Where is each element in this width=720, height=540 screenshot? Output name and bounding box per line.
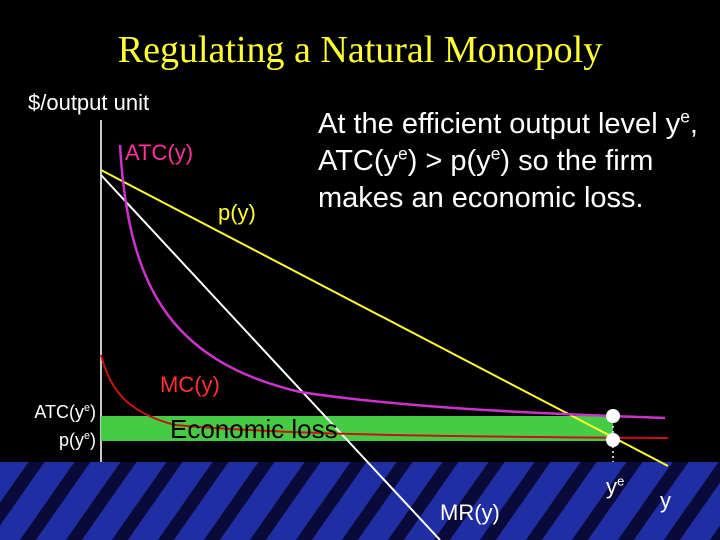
note-part-4: ) so the firm makes an economic loss.	[318, 145, 654, 214]
ye-label	[606, 474, 624, 500]
atc-ye-tick-sup: e	[83, 402, 90, 414]
atc-ye-tick-label	[34, 402, 96, 423]
mr-label: MR(y)	[440, 500, 500, 525]
note-sup-2: e	[398, 143, 408, 164]
note-part-2: , ATC(y	[318, 108, 698, 177]
price-ye-tick-sup: e	[83, 430, 90, 442]
note-sup-3: e	[490, 143, 501, 164]
explanation-note	[318, 106, 708, 217]
atc-ye-tick-prefix: ATC(y	[34, 402, 84, 422]
economic-loss-label: Economic loss	[170, 414, 338, 444]
note-part-1: At the efficient output level y	[318, 108, 681, 140]
mc-label: MC(y)	[160, 372, 220, 397]
price-ye-tick-label	[59, 430, 96, 451]
atc-point	[606, 409, 620, 423]
price-point	[606, 433, 620, 447]
price-ye-tick-prefix: p(y	[58, 430, 84, 450]
note-sup-1: e	[680, 106, 690, 127]
x-axis-label: y	[660, 488, 671, 513]
price-label: p(y)	[218, 200, 256, 225]
slide-title: Regulating a Natural Monopoly	[117, 29, 603, 71]
note-part-3: ) > p(y	[407, 145, 491, 177]
ye-label-base: y	[606, 474, 617, 499]
y-axis-label: $/output unit	[28, 90, 150, 115]
ye-label-sup: e	[617, 473, 625, 489]
atc-label: ATC(y)	[125, 140, 194, 165]
atc-ye-tick-close: )	[90, 402, 96, 422]
price-ye-tick-close: )	[90, 430, 96, 450]
